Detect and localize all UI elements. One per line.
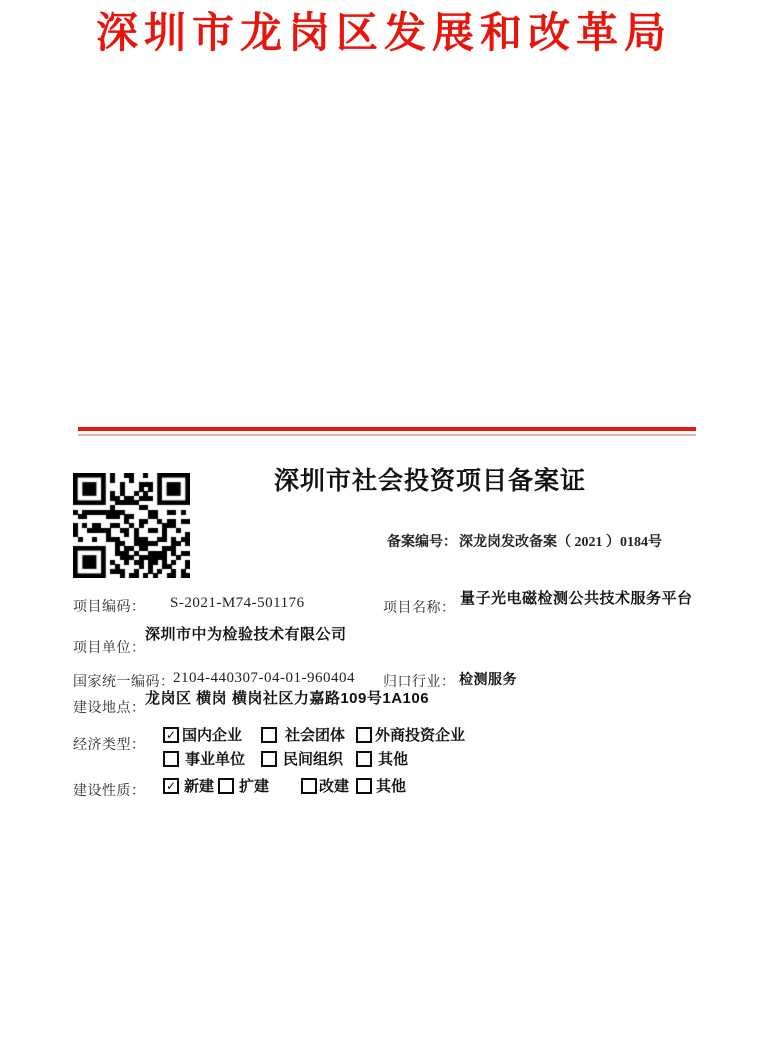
field-label-project-name: 项目名称： <box>383 601 456 616</box>
checkbox-nature-other <box>356 778 372 794</box>
checkbox-label-nature-other: 其他 <box>376 778 407 795</box>
certificate-title: 深圳市社会投资项目备案证 <box>273 468 586 495</box>
issuer-title: 深圳市龙岗区发展和改革局 <box>95 11 672 57</box>
filing-number-line <box>387 531 662 551</box>
checkbox-label-civil-organization: 民间组织 <box>283 751 344 768</box>
checkbox-item-expansion <box>218 775 269 796</box>
field-label-national-code: 国家统一编码： <box>73 675 175 690</box>
checkbox-civil-organization <box>261 751 277 767</box>
field-value-industry: 检测服务 <box>459 671 517 687</box>
checkbox-item-social-organization <box>261 724 345 745</box>
field-value-location: 龙岗区 横岗 横岗社区力嘉路109号1A106 <box>145 690 430 707</box>
checkbox-item-public-institution <box>163 748 245 769</box>
checkbox-item-renovation <box>301 775 349 796</box>
field-label-economic-type: 经济类型： <box>73 738 146 753</box>
checkbox-renovation <box>301 778 317 794</box>
letterhead-rule-thick <box>78 427 696 431</box>
field-label-location: 建设地点： <box>73 701 146 716</box>
checkbox-label-new-construction: 新建 <box>184 778 215 795</box>
field-value-project-name: 量子光电磁检测公共技术服务平台 <box>460 590 693 607</box>
checkbox-label-domestic-enterprise: 国内企业 <box>182 727 243 744</box>
checkbox-new-construction: ✓ <box>163 778 179 794</box>
checkbox-item-foreign-invested <box>356 724 465 745</box>
checkbox-item-economic-other <box>356 748 408 769</box>
field-label-project-code: 项目编码： <box>73 600 146 615</box>
checkbox-label-expansion: 扩建 <box>239 778 270 795</box>
checkbox-item-nature-other <box>356 775 406 796</box>
checkbox-item-domestic-enterprise <box>163 724 242 745</box>
checkbox-item-civil-organization <box>261 748 343 769</box>
checkbox-public-institution <box>163 751 179 767</box>
checkbox-label-social-organization: 社会团体 <box>285 727 346 744</box>
letterhead-rule-thin <box>78 434 696 436</box>
filing-number-value: 深龙岗发改备案（ 2021 ）0184号 <box>459 535 662 550</box>
filing-number-label: 备案编号： <box>387 535 457 550</box>
checkbox-social-organization <box>261 727 277 743</box>
checkbox-label-foreign-invested: 外商投资企业 <box>375 727 466 744</box>
field-label-construction-nature: 建设性质： <box>73 784 146 799</box>
field-value-project-code: S-2021-M74-501176 <box>170 595 305 611</box>
checkbox-expansion <box>218 778 234 794</box>
checkbox-domestic-enterprise: ✓ <box>163 727 179 743</box>
field-label-industry: 归口行业： <box>383 675 456 690</box>
checkbox-item-new-construction <box>163 775 214 796</box>
checkbox-foreign-invested <box>356 727 372 743</box>
field-value-national-code: 2104-440307-04-01-960404 <box>173 670 355 686</box>
field-label-project-unit: 项目单位： <box>73 641 146 656</box>
checkbox-label-economic-other: 其他 <box>378 751 409 768</box>
field-value-project-unit: 深圳市中为检验技术有限公司 <box>145 626 347 643</box>
checkbox-label-renovation: 改建 <box>319 778 350 795</box>
checkbox-label-public-institution: 事业单位 <box>185 751 246 768</box>
checkbox-economic-other <box>356 751 372 767</box>
